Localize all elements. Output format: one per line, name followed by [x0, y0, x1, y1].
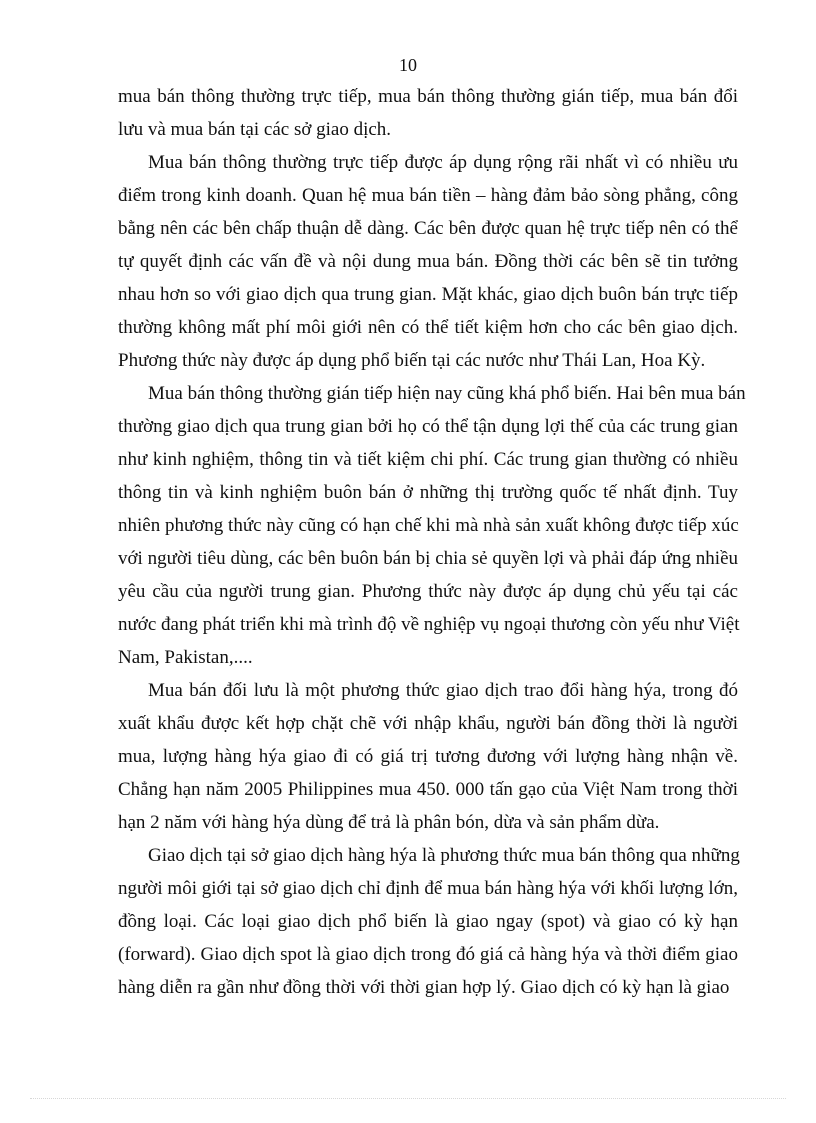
text-line: người môi giới tại sở giao dịch chỉ định để mua bán hàng hýa với khối lượng lớn,	[118, 878, 738, 899]
text-line: mua, lượng hàng hýa giao đi có giá trị tương đương với lượng hàng nhận về.	[118, 746, 738, 767]
text-line: mua bán thông thường trực tiếp, mua bán thông thường gián tiếp, mua bán đổi	[118, 86, 738, 107]
text-line: xuất khẩu được kết hợp chặt chẽ với nhập khẩu, người bán đồng thời là người	[118, 713, 738, 734]
text-line: nhau hơn so với giao dịch qua trung gian. Mặt khác, giao dịch buôn bán trực tiếp	[118, 284, 738, 305]
text-line: Nam, Pakistan,....	[118, 647, 253, 668]
text-line: (forward). Giao dịch spot là giao dịch trong đó giá cả hàng hýa và thời điểm giao	[118, 944, 738, 965]
paragraph	[118, 839, 738, 1004]
text-line: lưu và mua bán tại các sở giao dịch.	[118, 119, 392, 140]
paragraph	[118, 80, 738, 146]
text-line: nhiên phương thức này cũng có hạn chế khi mà nhà sản xuất không được tiếp xúc	[118, 515, 739, 536]
text-line: bằng nên các bên chấp thuận dễ dàng. Các bên được quan hệ trực tiếp nên có thể	[118, 218, 738, 239]
text-line: hàng diễn ra gần như đồng thời với thời gian hợp lý. Giao dịch có kỳ hạn là giao	[118, 977, 730, 998]
text-line: Chẳng hạn năm 2005 Philippines mua 450. 000 tấn gạo của Việt Nam trong thời	[118, 779, 738, 800]
text-line: thường không mất phí môi giới nên có thể tiết kiệm hơn cho các bên giao dịch.	[118, 317, 738, 338]
body-text	[118, 80, 746, 1004]
paragraph	[118, 674, 738, 839]
paragraph	[118, 377, 746, 674]
text-line: Mua bán thông thường gián tiếp hiện nay cũng khá phổ biến. Hai bên mua bán	[148, 383, 746, 404]
page-number: 10	[399, 55, 417, 75]
text-line: hạn 2 năm với hàng hýa dùng để trả là phân bón, dừa và sản phẩm dừa.	[118, 812, 660, 833]
text-line: Mua bán thông thường trực tiếp được áp dụng rộng rãi nhất vì có nhiều ưu	[148, 152, 738, 173]
text-line: Phương thức này được áp dụng phổ biến tại các nước như Thái Lan, Hoa Kỳ.	[118, 350, 706, 371]
text-line: thông tin và kinh nghiệm buôn bán ở những thị trường quốc tế nhất định. Tuy	[118, 482, 738, 503]
text-line: Mua bán đối lưu là một phương thức giao dịch trao đổi hàng hýa, trong đó	[148, 680, 738, 701]
text-line: Giao dịch tại sở giao dịch hàng hýa là phương thức mua bán thông qua những	[148, 845, 740, 866]
text-line: thường giao dịch qua trung gian bởi họ có thể tận dụng lợi thế của các trung gian	[118, 416, 738, 437]
text-line: điểm trong kinh doanh. Quan hệ mua bán tiền – hàng đảm bảo sòng phẳng, công	[118, 185, 738, 206]
text-line: với người tiêu dùng, các bên buôn bán bị chia sẻ quyền lợi và phải đáp ứng nhiều	[118, 548, 738, 569]
text-line: yêu cầu của người trung gian. Phương thức này được áp dụng chủ yếu tại các	[118, 581, 738, 602]
text-line: đồng loại. Các loại giao dịch phổ biến là giao ngay (spot) và giao có kỳ hạn	[118, 911, 738, 932]
text-line: tự quyết định các vấn đề và nội dung mua bán. Đồng thời các bên sẽ tin tưởng	[118, 251, 738, 272]
paragraph	[118, 146, 738, 377]
page-footer-divider	[30, 1098, 786, 1099]
text-line: như kinh nghiệm, thông tin và tiết kiệm chi phí. Các trung gian thường có nhiều	[118, 449, 738, 470]
text-line: nước đang phát triển khi mà trình độ về nghiệp vụ ngoại thương còn yếu như Việt	[118, 614, 740, 635]
